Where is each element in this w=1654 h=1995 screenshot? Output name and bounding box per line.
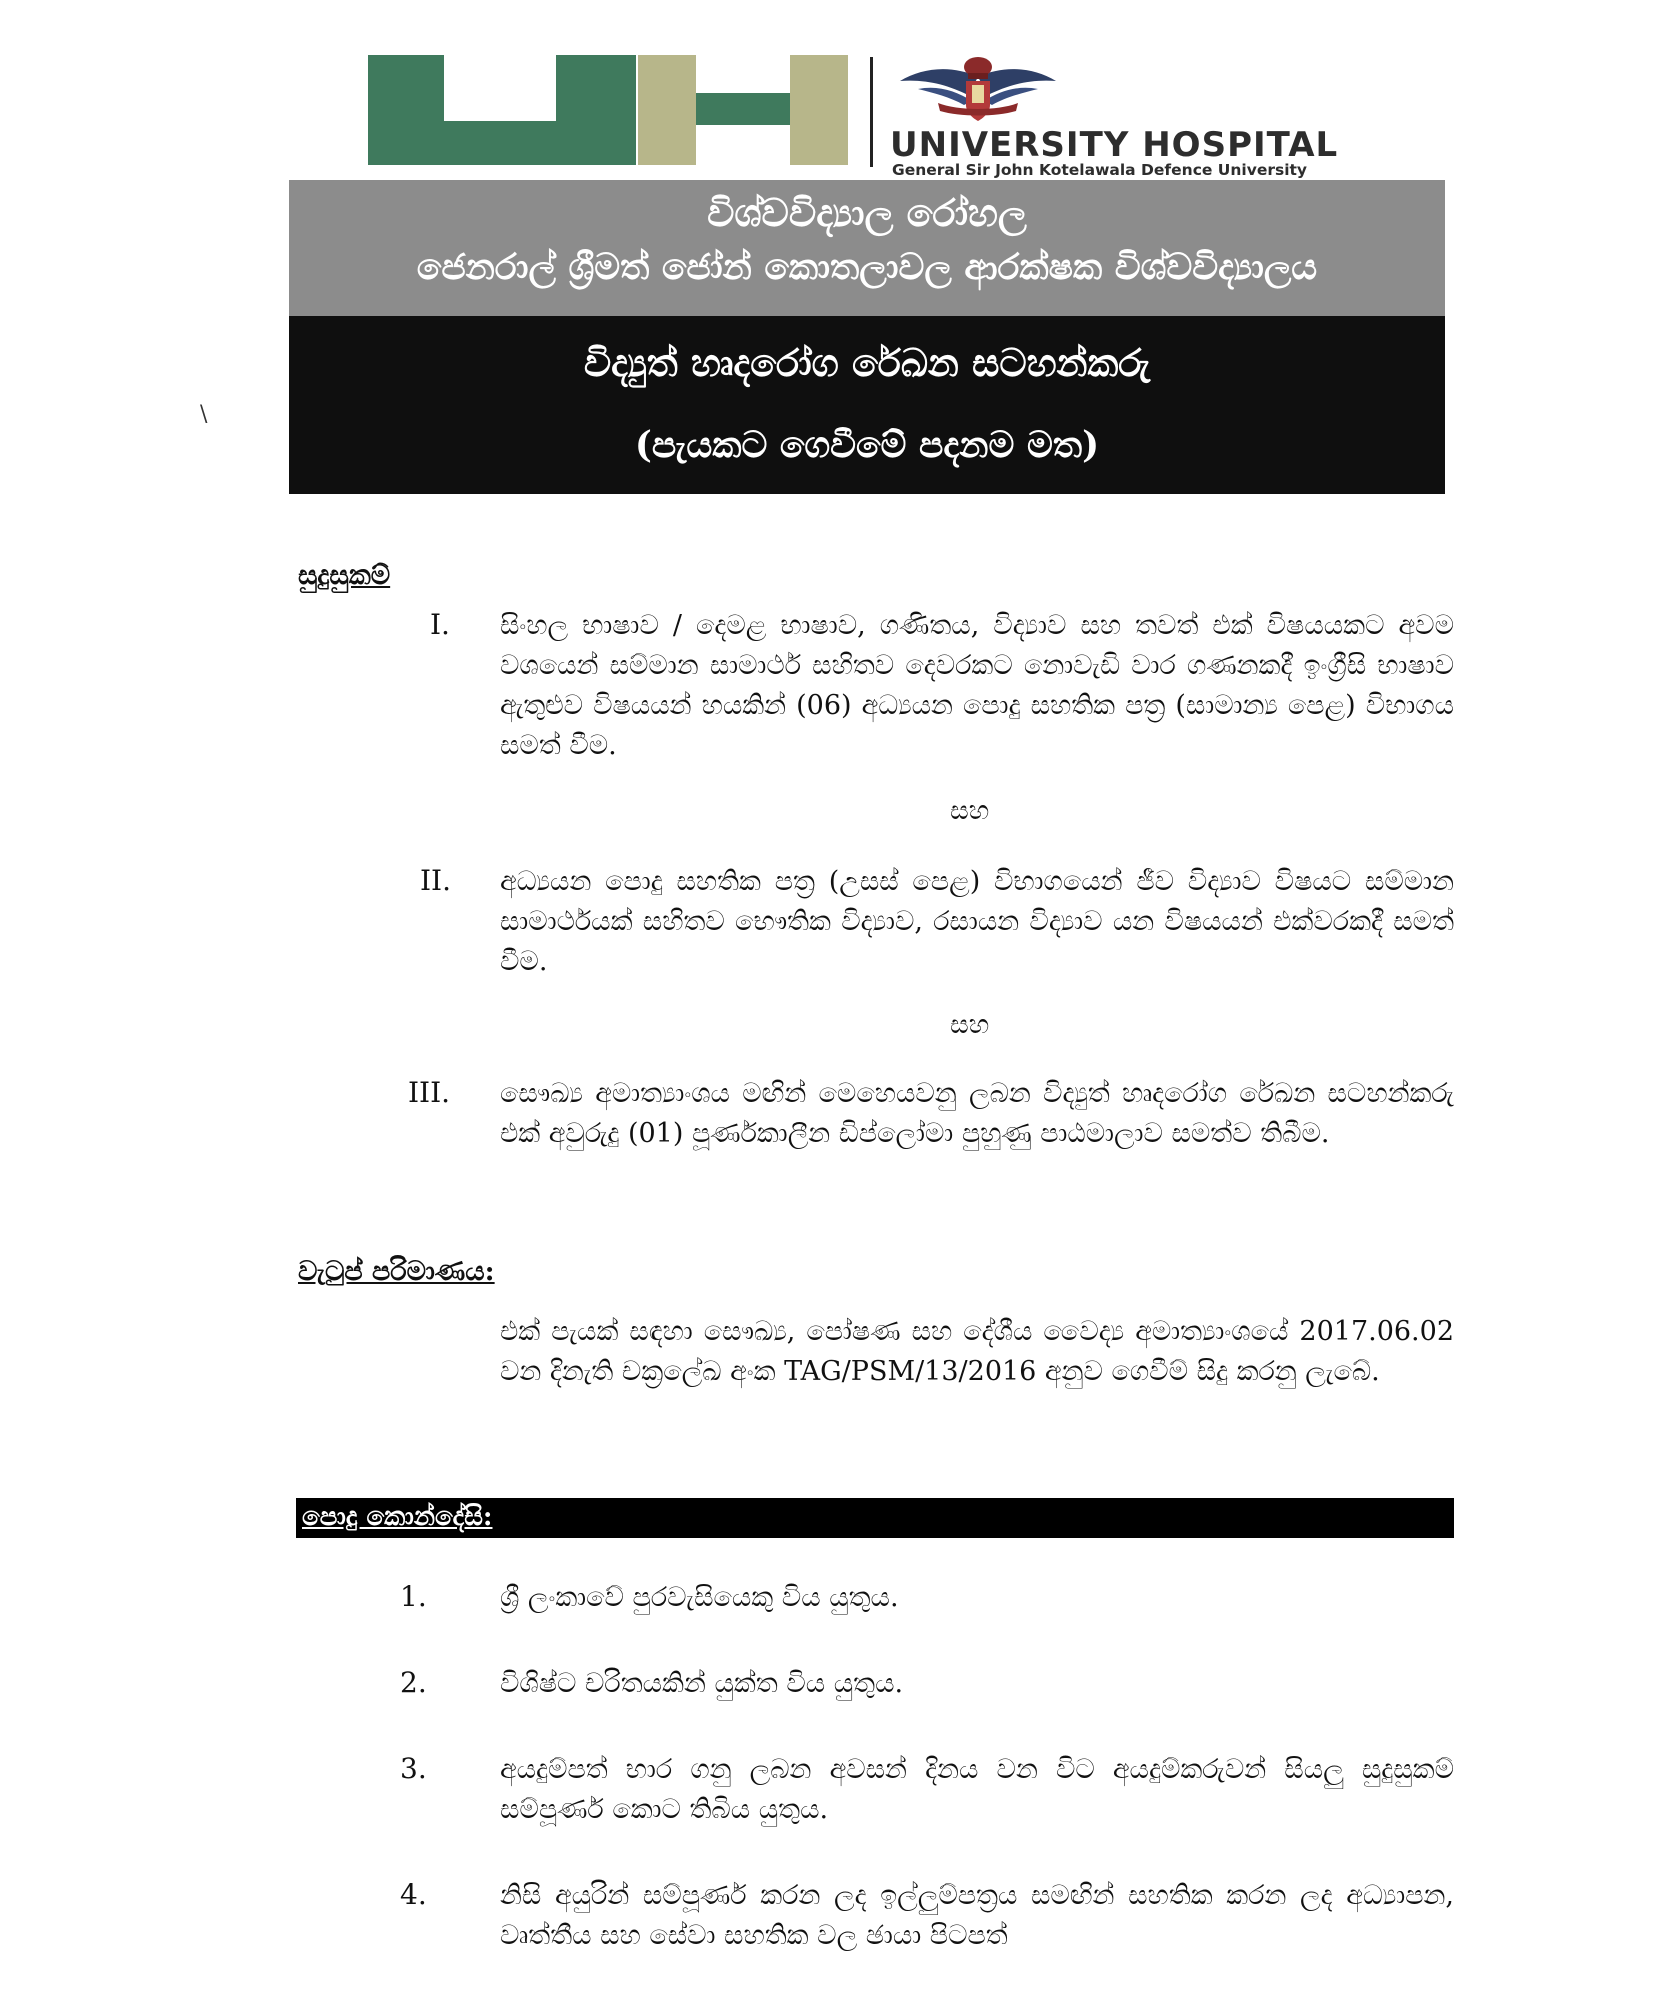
condition-marker: 4. <box>400 1878 427 1911</box>
post-title: විද්‍යුත් හෘදරෝග රේඛන සටහන්කරු <box>583 340 1151 385</box>
qualification-text: අධ්‍යයන පොදු සහතික පත්‍ර (උසස් පෙළ) විභාගයෙන් ජීව විද්‍යාව විෂයට සම්මාන සාමාර්ථයක් සහිතව භෞතික විද්‍යාව, රසායන විද්‍යාව යන විෂයයන් එක්වරකදී සමත් වීම. <box>500 866 1454 977</box>
salary-text: එක් පැයක් සඳහා සෞඛ්‍ය, පෝෂණ සහ දේශීය වෛද්‍ය අමාත්‍යාංශයේ 2017.06.02 වන දිනැති චක්‍රලේඛ අංක TAG/PSM/13/2016 අනුව ගෙවීම් සිදු කරනු ලැබේ. <box>500 1316 1454 1387</box>
condition-marker: 3. <box>400 1752 427 1785</box>
general-conditions-bar <box>296 1498 1454 1538</box>
qualification-marker: II. <box>420 864 452 897</box>
qualification-text: සිංහල භාෂාව / දෙමළ භාෂාව, ගණිතය, විද්‍යාව සහ තවත් එක් විෂයයකට අවම වශයෙන් සම්මාන සාමාර්ථ සහිතව දෙවරකට නොවැඩි වාර ගණනකදී ඉංග්‍රීසි භාෂාව ඇතුළුව විෂයයන් හයකින් (06) අධ්‍යයන පොදු සහතික පත්‍ර (සාමාන්‍ය පෙළ) විභාගය සමත් වීම. <box>500 610 1454 761</box>
logo-title: UNIVERSITY HOSPITAL <box>890 125 1339 165</box>
university-hospital-logo <box>368 55 1378 179</box>
logo-divider <box>870 57 873 167</box>
qualification-marker: III. <box>408 1076 451 1109</box>
institution-line-2: ජෙනරාල් ශ්‍රීමත් ජෝන් කොතලාවල ආරක්ෂක විශ්වවිද්‍යාලය <box>416 246 1318 288</box>
post-title-banner <box>289 316 1445 494</box>
general-conditions-heading: පොදු කොන්දේසි: <box>302 1502 493 1532</box>
stray-mark: \ <box>200 402 208 427</box>
institution-line-1: විශ්වවිද්‍යාල රෝහල <box>707 190 1027 235</box>
salary-heading: වැටුප් පරිමාණය: <box>298 1256 495 1287</box>
institution-header <box>289 180 1445 316</box>
condition-marker: 1. <box>400 1580 427 1613</box>
condition-text: ශ්‍රී ලංකාවේ පුරවැසියෙකු විය යුතුය. <box>500 1582 899 1613</box>
logo-subtitle: General Sir John Kotelawala Defence University <box>892 161 1308 179</box>
qualification-marker: I. <box>430 608 450 641</box>
uh-logo-u-mark <box>368 55 636 165</box>
payment-basis: (පැයකට ගෙවීමේ පදනම මත) <box>634 424 1100 466</box>
condition-text: විශිෂ්ට චරිතයකින් යුක්ත විය යුතුය. <box>500 1668 904 1699</box>
connector-and: සහ <box>950 1010 990 1040</box>
condition-marker: 2. <box>400 1666 427 1699</box>
condition-text: අයදුම්පත් භාර ගනු ලබන අවසන් දිනය වන විට අයදුම්කරුවන් සියලු සුදුසුකම් සම්පූර්ණ කොට තිබිය යුතුය. <box>500 1754 1454 1825</box>
kdu-crest-icon <box>898 55 1058 127</box>
condition-text: නිසි අයුරින් සම්පූර්ණ කරන ලද ඉල්ලුම්පත්‍රය සමඟින් සහතික කරන ලද අධ්‍යාපන, වෘත්තීය සහ සේවා සහතික වල ඡායා පිටපත් <box>500 1880 1454 1951</box>
connector-and: සහ <box>950 796 990 826</box>
qualification-text: සෞඛ්‍ය අමාත්‍යාංශය මඟින් මෙහෙයවනු ලබන විද්‍යුත් හෘදරෝග රේඛන සටහන්කරු එක් අවුරුදු (01) පූර්ණකාලීන ඩිප්ලෝමා පුහුණු පාඨමාලාව සමත්ව තිබීම. <box>500 1078 1454 1149</box>
uh-logo-h-mark <box>638 55 848 165</box>
qualifications-heading: සුදුසුකම් <box>298 560 391 591</box>
